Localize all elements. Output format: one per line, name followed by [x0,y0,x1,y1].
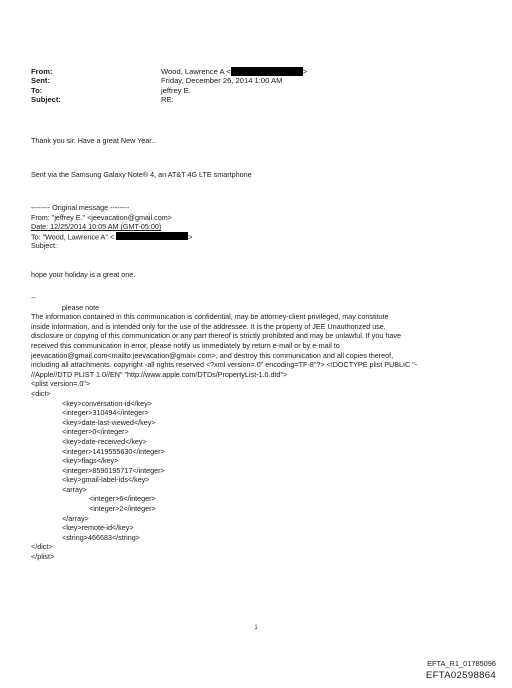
original-to: To: "Wood, Lawrence A" < > [31,232,193,242]
original-from: From: "jeffrey E." <jeevacation@gmail.com> [31,212,172,222]
header-sent-row [31,76,471,85]
plist-line: <integer>310494</integer> [62,408,149,418]
notice-line: The information contained in this communication is confidential, may be attorney-client privileged, may constitute [31,312,389,322]
plist-line: <key>date-last-viewed</key> [62,417,156,427]
subject-label: Subject: [31,95,61,105]
notice-line: disclosure or copying of this communication or any part thereof is strictly prohibited and may be unlawful. If you have [31,331,401,341]
redaction-box [231,67,303,76]
original-subject: Subject: [31,241,57,251]
reply-signature: Sent via the Samsung Galaxy Note® 4, an AT&T 4G LTE smartphone [31,170,252,179]
plist-line: <integer>1419555630</integer> [62,446,165,456]
header-subject-row [31,95,471,104]
holiday-line: hope your holiday is a great one. [31,270,136,279]
original-divider: -------- Original message -------- [31,203,130,212]
reply-thanks: Thank you sir. Have a great New Year.. [31,136,156,145]
disclaimer-block [31,293,486,562]
plist-line: <array> [62,484,87,494]
notice-line: jeevacation@gmail.com<mailto:jeevacation@gmai».com>, and destroy this communication and all copies thereof, [31,350,394,360]
plist-line: <key>conversation-id</key> [62,398,152,408]
array-item: <integer>6</integer> [89,494,156,504]
subject-value: RE: [161,95,174,105]
plist-line: <key>remote-id</key> [62,523,134,533]
notice-line: received this communication in error, please notify us immediately by return e-mail or by e-mail to [31,340,340,350]
notice-line: including all attachments. copyright -all rights reserved <?xml version=.0" encoding=TF-8"?> <!DOCTYPE plist PUBLIC "- [31,360,418,370]
sent-label: Sent: [31,76,50,86]
plist-line: <integer>8590195717</integer> [62,465,165,475]
from-label: From: [31,67,53,76]
to-value: jeffrey E. [161,85,191,95]
redaction-box [116,232,188,241]
bates-number-large: EFTA02598864 [425,670,496,681]
array-item: <integer>2</integer> [89,504,156,514]
plist-line: <key>flags</key> [62,456,119,466]
to-label: To: [31,85,43,95]
email-header [31,67,471,105]
plist-close: </plist> [31,552,55,562]
plist-line: <string>466683</string> [62,532,140,542]
signature-dashes: -- [31,293,36,302]
original-date: Date: 12/25/2014 10:05 AM (GMT-05:00) [31,222,162,232]
from-close: > [302,67,308,76]
header-from-row [31,67,471,76]
from-value: Wood, Lawrence A < [161,67,231,76]
sent-value: Friday, December 26, 2014 1:00 AM [161,76,283,86]
dict-open: <dict> [31,388,51,398]
plist-line: <integer>0</integer> [62,427,129,437]
original-message [31,203,486,251]
page-number: 1 [254,625,258,631]
plist-open: <plist version=.0"> [31,379,91,389]
please-note: please note [62,302,100,312]
notice-line: inside information, and is intended only for the use of the addressee. It is the property of JEE Unauthorized use, [31,321,386,331]
plist-line: <key>date-received</key> [62,436,147,446]
dict-close: </dict> [31,542,53,552]
notice-line: //Apple//DTD PLIST 1.0//EN" "http://www.apple.com/DTDs/PropertyList-1.0.dtd"> [31,369,288,379]
bates-number-small: EFTA_R1_01785096 [427,659,496,668]
plist-line: <key>gmail-label-ids</key> [62,475,150,485]
header-to-row [31,86,471,95]
plist-line: </array> [62,513,89,523]
